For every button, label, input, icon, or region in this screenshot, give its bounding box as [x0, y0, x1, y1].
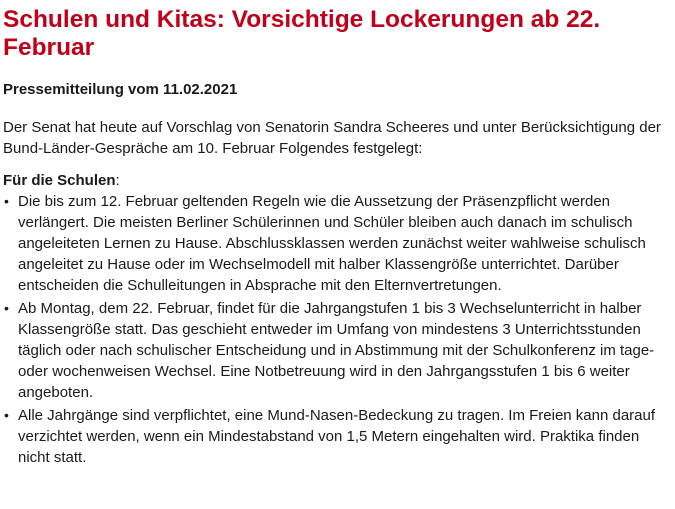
bullet-icon: •	[4, 193, 9, 209]
list-item-text: Die bis zum 12. Februar geltenden Regeln wie die Aussetzung der Präsenzpflicht werden verlängert. Die meisten Berliner Schülerinnen und Schüler bleiben auch danach im schulisch angeleiteten Lernen zu Hause. Abschlussklassen werden zunächst weiter wahlweise schulisch angeleitet zu Hause oder im Wechselmodell mit halber Klassengröße unterrichtet. Darüber entscheiden die Schulleitungen in Absprache mit den Elternvertretungen.	[18, 193, 646, 294]
measures-list	[3, 191, 675, 468]
list-item	[3, 405, 673, 468]
section-heading	[3, 170, 675, 191]
article-title: Schulen und Kitas: Vorsichtige Lockerungen ab 22. Februar	[3, 6, 601, 61]
section-heading-colon: :	[115, 172, 120, 189]
list-item-text: Alle Jahrgänge sind verpflichtet, eine Mund-Nasen-Bedeckung zu tragen. Im Freien kann darauf verzichtet werden, wenn ein Mindestabstand von 1,5 Metern eingehalten wird. Praktika finden nicht statt.	[18, 407, 656, 466]
bullet-icon: •	[4, 300, 9, 316]
list-item	[3, 191, 673, 296]
list-item-text: Ab Montag, dem 22. Februar, findet für die Jahrgangstufen 1 bis 3 Wechselunterricht in halber Klassengröße statt. Das geschieht entweder im Umfang von mindestens 3 Unterrichtsstunden täglich oder nach schulischer Entscheidung und in Abstimmung mit der Schulkonferenz im tage- oder wochenweisen Wechsel. Eine Notbetreuung wird in den Jahrgangsstufen 1 bis 6 weiter angeboten.	[18, 300, 655, 401]
section-heading-label: Für die Schulen	[3, 172, 116, 189]
press-release-date: Pressemitteilung vom 11.02.2021	[3, 81, 238, 98]
bullet-icon: •	[4, 407, 9, 423]
list-item	[3, 298, 673, 403]
intro-paragraph: Der Senat hat heute auf Vorschlag von Senatorin Sandra Scheeres und unter Berücksichtigung der Bund-Länder-Gespräche am 10. Februar Folgendes festgelegt:	[3, 119, 661, 157]
